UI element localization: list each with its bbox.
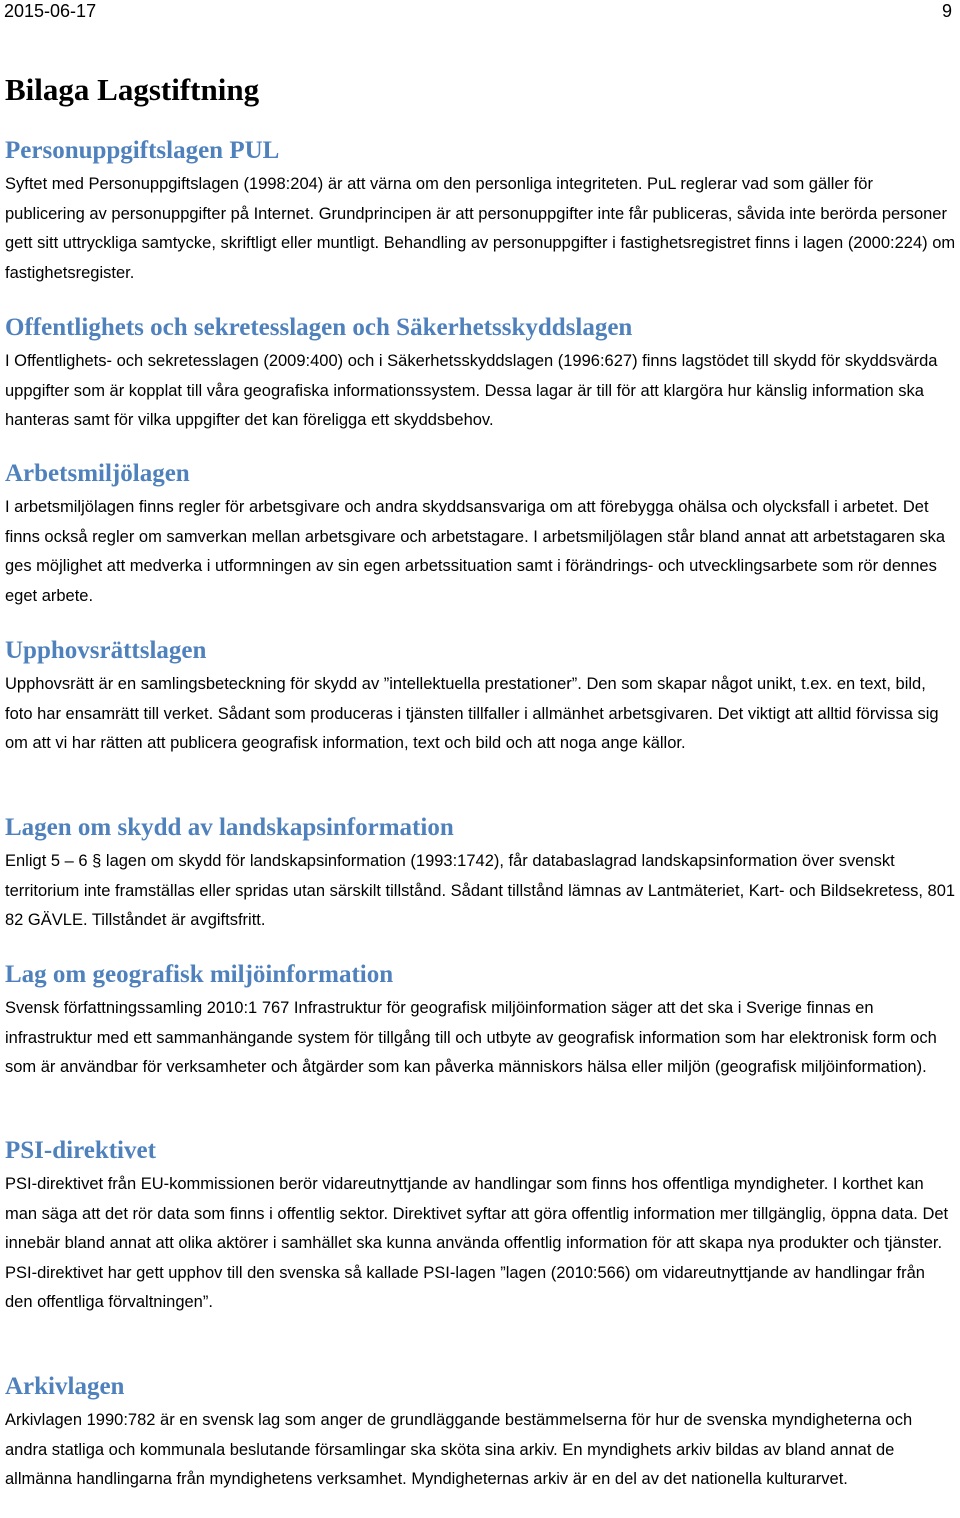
section-heading: Lagen om skydd av landskapsinformation [5,814,454,841]
section-upphovsrattslagen [5,634,956,759]
section-heading: Lag om geografisk miljöinformation [5,961,394,988]
section-body: I Offentlighets- och sekretesslagen (2009:400) och i Säkerhetsskyddslagen (1996:627) finns lagstödet till skydd för skyddsvärda uppgifter som är kopplat till våra geografiska informationssystem. Dessa lagar är till för att klargöra hur känslig information ska hanteras samt för vilka uppgifter det kan föreligga ett skyddsbehov. [5,352,938,429]
section-heading: Arbetsmiljölagen [5,460,190,487]
section-body: Arkivlagen 1990:782 är en svensk lag som anger de grundläggande bestämmelserna för hur de svenska myndigheterna och andra statliga och kommunala beslutande församlingar ska sköta sina arkiv. En myndighets arkiv bildas av bland annat de allmänna handlingarna från myndighetens verksamhet. Myndigheternas arkiv är en del av det nationella kulturarvet. [5,1411,913,1488]
document-title: Bilaga Lagstiftning [5,72,260,107]
section-body: Enligt 5 – 6 § lagen om skydd för landskapsinformation (1993:1742), får databaslagrad landskapsinformation över svenskt territorium inte framställas eller spridas utan särskilt tillstånd. Sådant tillstånd lämnas av Lantmäteriet, Kart- och Bildsekretess, 801 82 GÄVLE. Tillståndet är avgiftsfritt. [5,852,956,929]
section-personuppgiftslagen [5,134,956,288]
section-body: PSI-direktivet från EU-kommissionen berör vidareutnyttjande av handlingar som finns hos offentliga myndigheter. I korthet kan man säga att det rör data som finns i offentlig sektor. Direktivet syftar att göra offentlig information mer tillgänglig, öppna data. Det innebär bland annat att olika aktörer i samhället ska kunna använda offentlig information för att skapa nya produkter och tjänster. PSI-direktivet har gett upphov till den svenska så kallade PSI-lagen ”lagen (2010:566) om vidareutnyttjande av handlingar från den offentliga förvaltningen”. [5,1175,949,1311]
section-heading: Arkivlagen [5,1373,125,1400]
section-heading: Personuppgiftslagen PUL [5,137,280,164]
section-landskapsinformation [5,811,956,936]
section-arbetsmiljolagen [5,457,956,611]
page-header [0,0,960,22]
section-psi-direktivet [5,1134,956,1318]
section-offentlighets-och-sekretesslagen [5,311,956,436]
section-body: Upphovsrätt är en samlingsbeteckning för skydd av ”intellektuella prestationer”. Den som skapar något unikt, t.ex. en text, bild, foto har ensamrätt till verket. Sådant som produceras i tjänsten tillfaller i allmänhet arbetsgivaren. Det viktigt att alltid förvissa sig om att vi har rätten att publicera geografisk information, text och bild och att noga ange källor. [5,675,939,752]
section-heading: Upphovsrättslagen [5,637,207,664]
section-body: Syftet med Personuppgiftslagen (1998:204) är att värna om den personliga integriteten. PuL reglerar vad som gäller för publicering av personuppgifter på Internet. Grundprincipen är att personuppgifter inte får publiceras, såvida inte berörda personer gett sitt uttryckliga samtycke, skriftligt eller muntligt. Behandling av personuppgifter i fastighetsregistret finns i lagen (2000:224) om fastighetsregister. [5,175,956,282]
page-number: 9 [941,1,952,21]
section-body: I arbetsmiljölagen finns regler för arbetsgivare och andra skyddsansvariga om att förebygga ohälsa och olycksfall i arbetet. Det finns också regler om samverkan mellan arbetsgivare och arbetstagare. I arbetsmiljölagen står bland annat att arbetstagaren ska ges möjlighet att medverka i utformningen av sin egen arbetssituation samt i förändrings- och utvecklingsarbete som rör dennes eget arbete. [5,498,946,605]
section-arkivlagen [5,1370,956,1495]
section-heading: PSI-direktivet [5,1137,156,1164]
header-date: 2015-06-17 [4,1,97,21]
section-heading: Offentlighets och sekretesslagen och Säkerhetsskyddslagen [5,314,633,341]
section-body: Svensk författningssamling 2010:1 767 Infrastruktur för geografisk miljöinformation säger att det ska i Sverige finnas en infrastruktur med ett sammanhängande system för tillgång till och utbyte av geografisk information som har elektronisk form och som är användbar för verksamheter och åtgärder som kan påverka människors hälsa eller miljön (geografisk miljöinformation). [5,999,937,1076]
section-geografisk-miljoinformation [5,958,956,1083]
